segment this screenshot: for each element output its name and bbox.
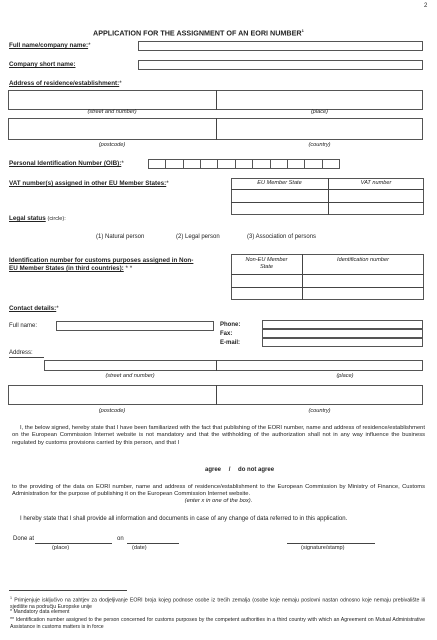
non-eu-id-label-line2 [9, 266, 132, 272]
non-eu-id-row-line [231, 274, 424, 275]
full-name-mark: * [88, 42, 91, 49]
footnote-1-mark: 1 [10, 596, 12, 600]
place-caption-sig: (place) [52, 545, 70, 551]
contact-fax-field[interactable] [262, 329, 423, 338]
company-short-name-field[interactable] [138, 60, 423, 70]
contact-postcode-caption: (postcode) [98, 408, 126, 414]
contact-country-caption: (country) [308, 408, 331, 414]
postcode-caption: (postcode) [98, 142, 126, 148]
non-eu-col-id-number: Identification number [337, 257, 389, 263]
address-divider-2 [216, 118, 217, 140]
vat-label-text: VAT number(s) assigned in other EU Member States: [9, 180, 167, 187]
contact-phone-field[interactable] [262, 320, 423, 329]
footnote-1-text: Primjenjuje isključivo na zahtjev za dodjeljivanje EORI broja kojeg podnose osobe iz trećih zemalja (osobe koje nemaju poslovni nastan odnosno koje nemaju prebivalište ili sjedište na području Europske unije [10, 597, 425, 611]
legal-status-text: Legal status [9, 215, 46, 222]
contact-mark: * [56, 305, 59, 312]
contact-address-label: Address: [9, 350, 33, 356]
vat-table-row-line [231, 189, 424, 190]
legal-status-label [9, 216, 66, 223]
company-short-name-label: Company short name: [9, 61, 76, 68]
done-at-place-line[interactable] [35, 543, 112, 544]
full-name-field[interactable] [138, 41, 423, 51]
address-label [9, 81, 122, 87]
footnote-2-text: Mandatory data element [13, 609, 70, 615]
address-divider [216, 90, 217, 110]
footnote-3-mark: ** [10, 617, 15, 623]
vat-col-state: EU Member State [257, 180, 302, 186]
vat-col-number: VAT number [360, 180, 392, 186]
vat-label [9, 181, 169, 187]
form-title-text: APPLICATION FOR THE ASSIGNMENT OF AN EORI NUMBER [93, 28, 302, 38]
contact-email-label: E-mail: [220, 340, 241, 346]
contact-phone-label: Phone: [220, 322, 241, 328]
legal-status-hint: (circle): [47, 216, 66, 222]
non-eu-id-label-line1: Identification number for customs purposes assigned in Non- [9, 257, 194, 264]
address-mark: * [119, 80, 122, 87]
country-caption: (country) [308, 142, 331, 148]
contact-address-divider [216, 360, 217, 371]
non-eu-id-row-line-2 [231, 287, 424, 288]
street-caption: (street and number) [87, 109, 137, 115]
contact-details-label [9, 306, 59, 312]
legal-status-natural-person[interactable]: (1) Natural person [96, 234, 145, 240]
contact-details-text: Contact details: [9, 305, 57, 312]
date-caption-sig: (date) [132, 545, 147, 551]
address-label-text: Address of residence/establishment: [9, 80, 120, 87]
non-eu-col-state-l2: State [259, 264, 274, 270]
declaration-paragraph-3: I hereby state that I shall provide all information and documents in case of any change of data referred to in this application. [20, 516, 348, 522]
agree-label[interactable]: agree [205, 467, 222, 473]
vat-mark: * [166, 180, 169, 187]
agree-separator: / [228, 467, 231, 473]
contact-address-underline [9, 357, 44, 358]
done-on-date-line[interactable] [127, 543, 179, 544]
form-title [93, 29, 304, 37]
contact-full-name-label: Full name: [9, 323, 38, 329]
non-eu-col-state-l1: Non-EU Member [245, 257, 288, 263]
declaration-paragraph-2: to the providing of the data on EORI number, name and address of residence/establishment to the European Commission by Ministry of Finance, Customs Administration for the purpose of publishing it on the European Commission Internet website. [12, 484, 425, 498]
place-caption: (place) [310, 109, 329, 115]
footnote-separator [9, 590, 127, 591]
footnote-3-text: Identification number assigned to the person concerned for customs purposes by the competent authorities in a third country with which an Agreement on Mutual Administrative Assistance in customs matters is in force [10, 617, 425, 630]
done-at-label: Done at [13, 536, 35, 542]
contact-email-field[interactable] [262, 338, 423, 347]
full-name-label-text: Full name/company name: [9, 42, 89, 49]
signature-caption: (signature/stamp) [301, 545, 345, 551]
signature-line[interactable] [287, 543, 375, 544]
agree-option [205, 467, 274, 473]
non-eu-id-mark: * * [125, 265, 133, 272]
legal-status-legal-person[interactable]: (2) Legal person [176, 234, 220, 240]
page-number: 2 [424, 3, 428, 9]
contact-street-caption: (street and number) [105, 373, 155, 379]
oib-digit-boxes[interactable] [148, 159, 340, 169]
do-not-agree-label[interactable]: do not agree [238, 467, 275, 473]
declaration-paragraph-1: I, the below signed, hereby state that I have been familiarized with the fact that publishing of the EORI number, name and address of residence/establishment on the European Commission Internet website is not mandatory and that the withholding of the authorization shall not in any way influence the business regulated by customs provisions carried by this person, and that I [12, 425, 425, 446]
non-eu-id-label-line2-text: EU Member States (in third countries): [9, 265, 124, 272]
oib-mark: * [121, 160, 124, 167]
footnote-3 [10, 617, 425, 630]
contact-fax-label: Fax: [220, 331, 233, 337]
contact-street-place-box[interactable] [44, 360, 423, 371]
footnote-1 [10, 595, 425, 611]
oib-label [9, 161, 124, 167]
oib-label-text: Personal Identification Number (OIB): [9, 160, 122, 167]
full-name-label [9, 43, 91, 49]
contact-address-divider-2 [216, 385, 217, 405]
declaration-paragraph-2-hint: (enter x in one of the box). [184, 498, 253, 504]
contact-full-name-field[interactable] [56, 321, 214, 331]
vat-table-row-line-2 [231, 202, 424, 203]
contact-place-caption: (place) [336, 373, 354, 379]
legal-status-association[interactable]: (3) Association of persons [247, 234, 317, 240]
footnote-2-mark: * [10, 609, 13, 615]
on-label: on [117, 536, 124, 542]
title-footnote-mark: 1 [301, 28, 304, 33]
footnote-2 [10, 610, 69, 615]
